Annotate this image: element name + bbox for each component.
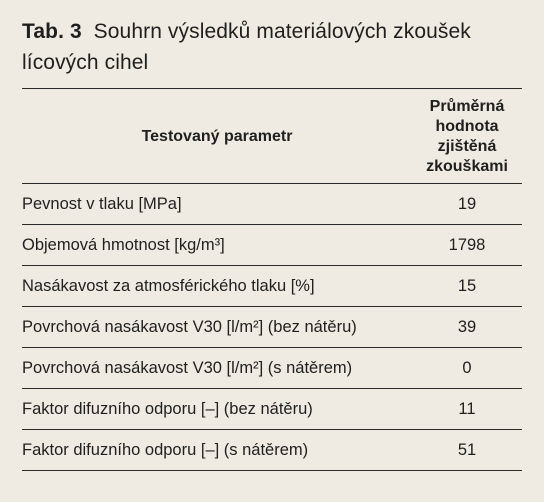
row-parameter: Faktor difuzního odporu [–] (bez nátěru) <box>22 389 412 430</box>
row-parameter: Pevnost v tlaku [MPa] <box>22 184 412 225</box>
row-parameter: Povrchová nasákavost V30 [l/m²] (bez nátěru) <box>22 307 412 348</box>
row-value: 39 <box>412 307 522 348</box>
table-row <box>22 348 522 389</box>
row-parameter: Povrchová nasákavost V30 [l/m²] (s nátěrem) <box>22 348 412 389</box>
table-row <box>22 184 522 225</box>
header-parameter: Testovaný parametr <box>22 89 412 184</box>
row-parameter: Objemová hmotnost [kg/m³] <box>22 225 412 266</box>
header-value: Průměrná hodnota zjištěná zkouškami <box>412 89 522 184</box>
row-value: 51 <box>412 430 522 471</box>
row-value: 1798 <box>412 225 522 266</box>
table-title: Souhrn výsledků materiálových zkoušek lícových cihel <box>22 20 471 74</box>
table-row <box>22 307 522 348</box>
row-parameter: Nasákavost za atmosférického tlaku [%] <box>22 266 412 307</box>
table-row <box>22 225 522 266</box>
row-value: 11 <box>412 389 522 430</box>
results-table <box>22 88 522 471</box>
table-row <box>22 266 522 307</box>
row-value: 19 <box>412 184 522 225</box>
table-caption <box>22 16 512 78</box>
row-value: 0 <box>412 348 522 389</box>
row-value: 15 <box>412 266 522 307</box>
row-parameter: Faktor difuzního odporu [–] (s nátěrem) <box>22 430 412 471</box>
table-row <box>22 430 522 471</box>
table-row <box>22 389 522 430</box>
header-row <box>22 89 522 184</box>
table-number: Tab. 3 <box>22 20 82 43</box>
